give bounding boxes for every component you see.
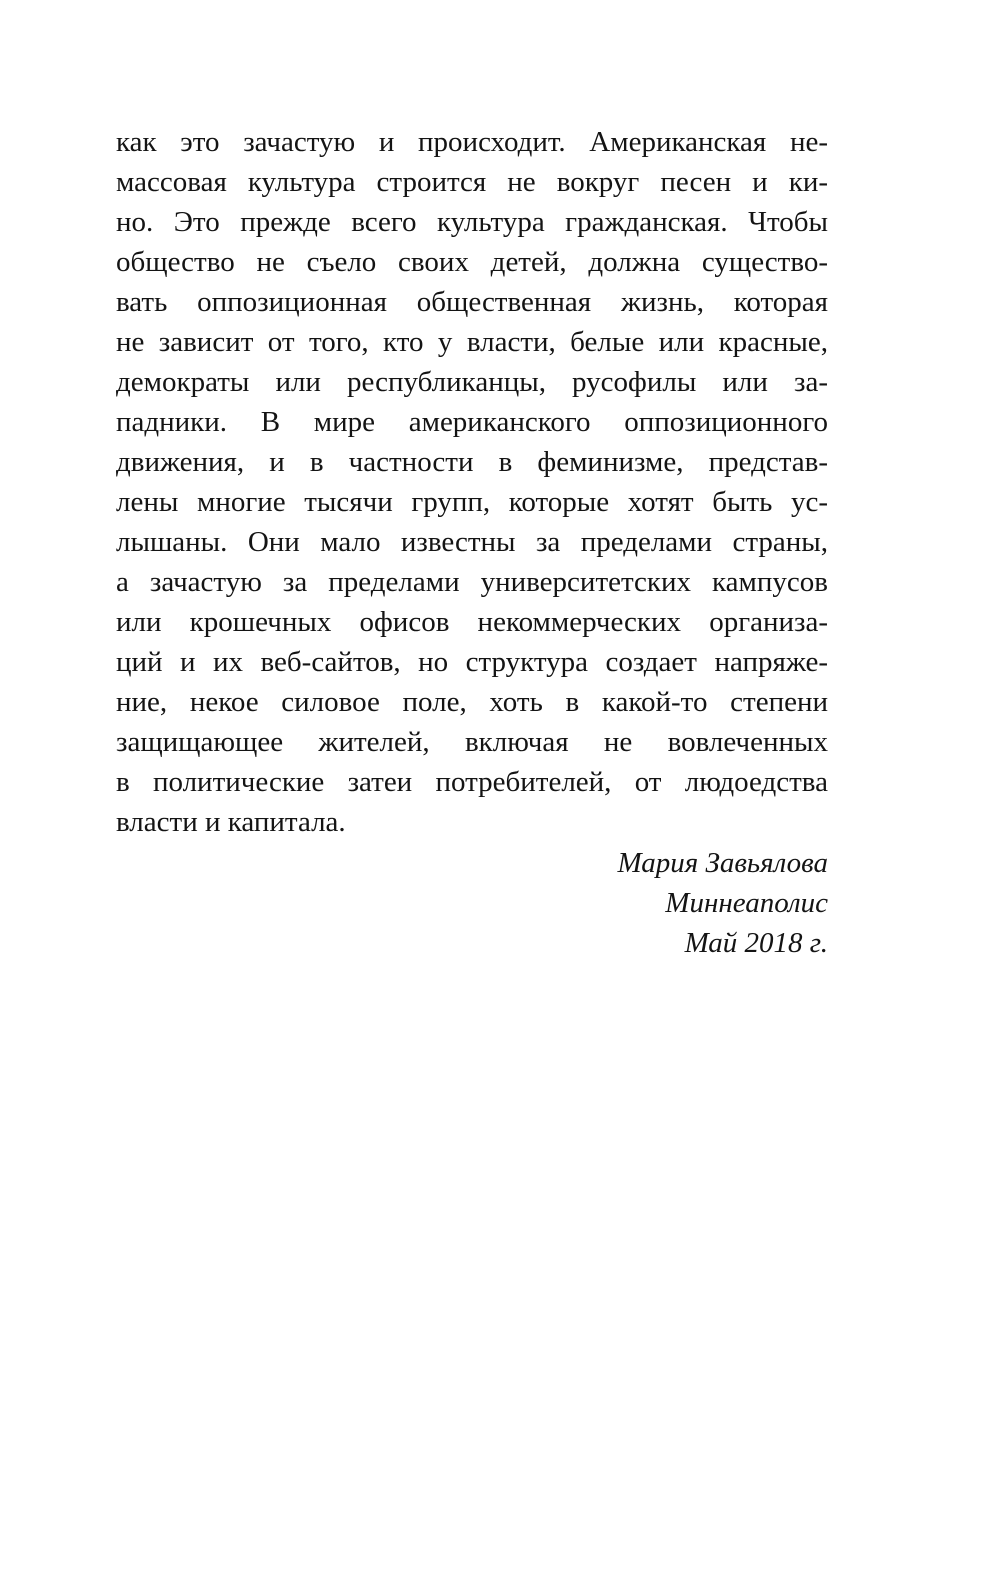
body-text xyxy=(116,122,828,842)
text-line: движения, и в частности в феминизме, представ- xyxy=(116,446,828,478)
text-line: вать оппозиционная общественная жизнь, которая xyxy=(116,286,828,318)
author-name: Мария Завьялова xyxy=(617,847,828,879)
text-line: лышаны. Они мало известны за пределами страны, xyxy=(116,526,828,558)
text-line: как это зачастую и происходит. Американская не- xyxy=(116,126,828,158)
text-line: или крошечных офисов некоммерческих организа- xyxy=(116,606,828,638)
signature-place: Миннеаполис xyxy=(665,887,828,919)
text-line: лены многие тысячи групп, которые хотят быть ус- xyxy=(116,486,828,518)
signature-date: Май 2018 г. xyxy=(684,927,828,959)
text-line: массовая культура строится не вокруг песен и ки- xyxy=(116,166,828,198)
text-line: не зависит от того, кто у власти, белые или красные, xyxy=(116,326,828,358)
text-line: защищающее жителей, включая не вовлеченных xyxy=(116,726,828,758)
text-line: демократы или республиканцы, русофилы или за- xyxy=(116,366,828,398)
text-line: а зачастую за пределами университетских кампусов xyxy=(116,566,828,598)
text-line: падники. В мире американского оппозиционного xyxy=(116,406,828,438)
text-line: ние, некое силовое поле, хоть в какой-то степени xyxy=(116,686,828,718)
text-line: власти и капитала. xyxy=(116,806,346,838)
text-line: общество не съело своих детей, должна существо- xyxy=(116,246,828,278)
signature-block xyxy=(618,843,829,963)
text-line: но. Это прежде всего культура гражданская. Чтобы xyxy=(116,206,828,238)
text-line: ций и их веб-сайтов, но структура создает напряже- xyxy=(116,646,828,678)
text-line: в политические затеи потребителей, от людоедства xyxy=(116,766,828,798)
